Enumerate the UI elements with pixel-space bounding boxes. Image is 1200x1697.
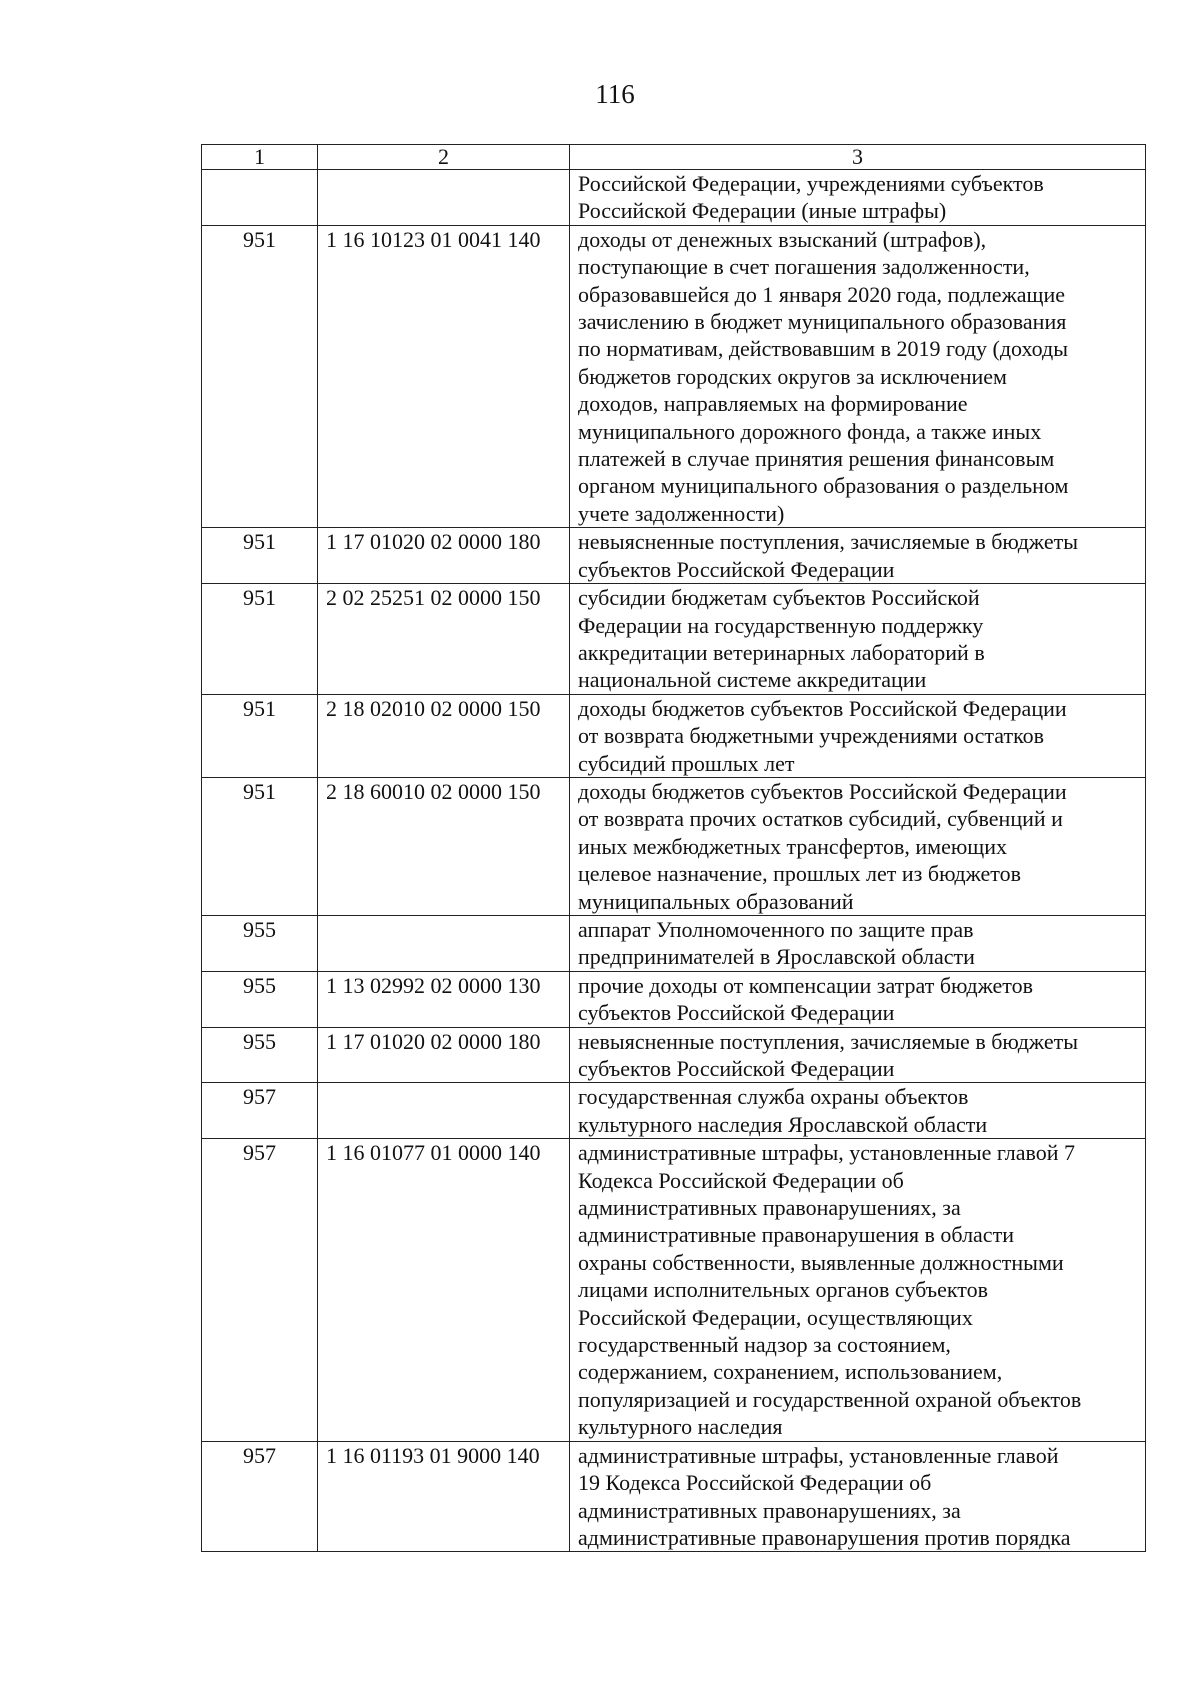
description-line: Российской Федерации, учреждениями субъектов: [578, 171, 1044, 196]
budget-classification-code-cell: 1 17 01020 02 0000 180: [318, 528, 570, 584]
budget-classification-code-cell: 1 16 10123 01 0041 140: [318, 225, 570, 527]
description-line: поступающие в счет погашения задолженности,: [578, 254, 1030, 280]
description-line: административных правонарушениях, за: [578, 1195, 961, 1221]
budget-classification-code-cell: 1 17 01020 02 0000 180: [318, 1027, 570, 1083]
description-line: государственный надзор за состоянием,: [578, 1332, 951, 1358]
header-col-2: 2: [318, 145, 570, 170]
description-line: муниципального дорожного фонда, а также иных: [578, 418, 1042, 444]
description-line: Российской Федерации, осуществляющих: [578, 1304, 973, 1330]
table-row: [202, 915, 1146, 971]
description-line: по нормативам, действовавшим в 2019 году (доходы: [578, 336, 1068, 362]
admin-code-cell: 955: [202, 971, 318, 1027]
description-line: административные правонарушения против порядка: [578, 1524, 1071, 1550]
admin-code-cell: 951: [202, 225, 318, 527]
description-line: административные правонарушения в области: [578, 1222, 1014, 1248]
description-line: популяризацией и государственной охраной объектов: [578, 1386, 1082, 1412]
admin-code-cell: 951: [202, 777, 318, 915]
description-line: субсидий прошлых лет: [578, 750, 795, 776]
description-line: аппарат Уполномоченного по защите прав: [578, 916, 974, 942]
budget-classification-code-cell: 2 18 60010 02 0000 150: [318, 777, 570, 915]
admin-code-cell: 951: [202, 528, 318, 584]
table-row: [202, 1139, 1146, 1441]
revenue-description-cell: [570, 528, 1146, 584]
table-row: [202, 225, 1146, 527]
admin-code-cell: 957: [202, 1441, 318, 1552]
table-row: [202, 1083, 1146, 1139]
description-line: административные штрафы, установленные главой 7: [578, 1140, 1076, 1166]
description-line: невыясненные поступления, зачисляемые в бюджеты: [578, 529, 1078, 555]
description-line: платежей в случае принятия решения финансовым: [578, 446, 1055, 472]
budget-classification-code-cell: 1 16 01077 01 0000 140: [318, 1139, 570, 1441]
description-line: субсидии бюджетам субъектов Российской: [578, 585, 980, 611]
description-line: бюджетов городских округов за исключением: [578, 363, 1007, 389]
header-col-1: 1: [202, 145, 318, 170]
description-line: содержанием, сохранением, использованием,: [578, 1359, 1003, 1385]
revenue-description-cell: [570, 225, 1146, 527]
table-row: [202, 170, 1146, 226]
description-line: аккредитации ветеринарных лабораторий в: [578, 639, 985, 665]
admin-code-cell: 957: [202, 1139, 318, 1441]
revenue-description-cell: [570, 694, 1146, 777]
table-row: [202, 971, 1146, 1027]
description-line: Кодекса Российской Федерации об: [578, 1167, 904, 1193]
budget-classification-code-cell: 1 13 02992 02 0000 130: [318, 971, 570, 1027]
admin-code-cell: 957: [202, 1083, 318, 1139]
description-line: прочие доходы от компенсации затрат бюджетов: [578, 972, 1033, 998]
description-line: учете задолженности): [578, 500, 785, 526]
budget-classification-code-cell: [318, 1083, 570, 1139]
description-line: Российской Федерации (иные штрафы): [578, 198, 947, 224]
description-line: органом муниципального образования о раздельном: [578, 473, 1069, 499]
description-line: субъектов Российской Федерации: [578, 1056, 895, 1081]
description-line: административные штрафы, установленные главой: [578, 1442, 1059, 1468]
description-line: административных правонарушениях, за: [578, 1497, 961, 1523]
table-header: [202, 145, 1146, 170]
revenue-description-cell: [570, 584, 1146, 695]
description-line: доходов, направляемых на формирование: [578, 391, 968, 417]
description-line: доходы бюджетов субъектов Российской Федерации: [578, 695, 1067, 721]
header-col-3: 3: [570, 145, 1146, 170]
admin-code-cell: 955: [202, 1027, 318, 1083]
admin-code-cell: 955: [202, 915, 318, 971]
description-line: субъектов Российской Федерации: [578, 1000, 895, 1026]
admin-code-cell: 951: [202, 694, 318, 777]
description-line: культурного наследия: [578, 1414, 783, 1440]
description-line: зачислению в бюджет муниципального образования: [578, 309, 1067, 335]
description-line: доходы от денежных взысканий (штрафов),: [578, 226, 987, 252]
revenue-description-cell: [570, 1027, 1146, 1083]
admin-code-cell: [202, 170, 318, 226]
revenue-description-cell: [570, 170, 1146, 226]
description-line: лицами исполнительных органов субъектов: [578, 1277, 989, 1303]
budget-classification-code-cell: [318, 170, 570, 226]
description-line: культурного наследия Ярославской области: [578, 1111, 988, 1137]
revenue-description-cell: [570, 777, 1146, 915]
description-line: охраны собственности, выявленные должностными: [578, 1249, 1064, 1275]
budget-classification-code-cell: [318, 915, 570, 971]
description-line: невыясненные поступления, зачисляемые в бюджеты: [578, 1028, 1078, 1054]
revenue-codes-table: [201, 144, 1146, 1552]
table-body: [202, 170, 1146, 1552]
table-row: [202, 694, 1146, 777]
description-line: целевое назначение, прошлых лет из бюджетов: [578, 861, 1021, 887]
description-line: Федерации на государственную поддержку: [578, 612, 984, 638]
budget-classification-code-cell: 1 16 01193 01 9000 140: [318, 1441, 570, 1552]
description-line: иных межбюджетных трансфертов, имеющих: [578, 833, 1007, 859]
description-line: доходы бюджетов субъектов Российской Федерации: [578, 778, 1067, 804]
budget-classification-code-cell: 2 02 25251 02 0000 150: [318, 584, 570, 695]
table-row: [202, 777, 1146, 915]
description-line: предпринимателей в Ярославской области: [578, 944, 975, 970]
table-row: [202, 1027, 1146, 1083]
revenue-description-cell: [570, 1441, 1146, 1552]
budget-classification-code-cell: 2 18 02010 02 0000 150: [318, 694, 570, 777]
description-line: субъектов Российской Федерации: [578, 556, 895, 582]
table-row: [202, 584, 1146, 695]
table-header-row: [202, 145, 1146, 170]
description-line: от возврата прочих остатков субсидий, субвенций и: [578, 806, 1063, 832]
description-line: образовавшейся до 1 января 2020 года, подлежащие: [578, 281, 1066, 307]
revenue-description-cell: [570, 915, 1146, 971]
revenue-description-cell: [570, 1083, 1146, 1139]
description-line: национальной системе аккредитации: [578, 667, 927, 693]
page-number: 116: [595, 79, 635, 109]
description-line: государственная служба охраны объектов: [578, 1084, 969, 1110]
table-row: [202, 1441, 1146, 1552]
description-line: муниципальных образований: [578, 888, 854, 914]
admin-code-cell: 951: [202, 584, 318, 695]
description-line: от возврата бюджетными учреждениями остатков: [578, 723, 1045, 749]
description-line: 19 Кодекса Российской Федерации об: [578, 1470, 932, 1496]
revenue-description-cell: [570, 971, 1146, 1027]
table-row: [202, 528, 1146, 584]
revenue-description-cell: [570, 1139, 1146, 1441]
